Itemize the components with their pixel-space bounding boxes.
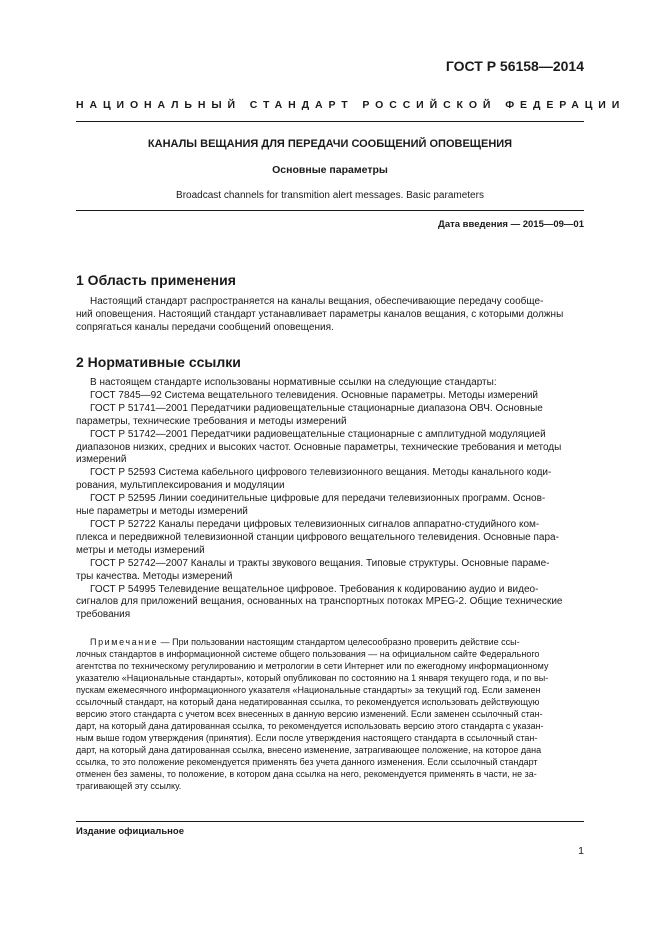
text-line: ний оповещения. Настоящий стандарт устанавливает параметры каналов вещания, с которыми должны: [76, 308, 564, 320]
text-line: [76, 636, 584, 648]
text-line: дарт, на который дана датированная ссылка, внесено изменение, затрагивающее положение, на которое дана: [76, 745, 542, 755]
text-line: версию этого стандарта с учетом всех внесенных в данную версию изменений. Если заменен ссылочный стан-: [76, 709, 543, 719]
text-line: диапазонов низких, средних и высоких частот. Основные параметры, технические требования и методы: [76, 441, 562, 453]
reference-item: ГОСТ Р 52595 Линии соединительные цифровые для передачи телевизионных программ. Основ-: [90, 493, 546, 505]
reference-item: ГОСТ Р 52593 Система кабельного цифрового телевизионного вещания. Методы канального коди-: [90, 467, 552, 479]
text-line: параметры, технические требования и методы измерений: [76, 415, 347, 427]
text-line: дарт, на который дана датированная ссылка, то рекомендуется использовать версию этого стандарта с указан-: [76, 721, 544, 731]
section-scope-text: [76, 296, 584, 335]
note-text: — При пользовании настоящим стандартом целесообразно проверить действие ссы-: [158, 637, 520, 647]
reference-item: ГОСТ Р 54995 Телевидение вещательное цифровое. Требования к кодированию аудио и видео-: [90, 583, 539, 595]
text-line: В настоящем стандарте использованы нормативные ссылки на следующие стандарты:: [90, 377, 497, 388]
text-line: сигналов для приложений вещания, основанных на транспортных потоках MPEG-2. Общие технические: [76, 596, 563, 608]
text-line: ным выше годом утверждения (принятия). Если после утверждения настоящего стандарта в ссылочный стан-: [76, 733, 538, 743]
document-title: КАНАЛЫ ВЕЩАНИЯ ДЛЯ ПЕРЕДАЧИ СООБЩЕНИЙ ОПОВЕЩЕНИЯ: [147, 138, 513, 150]
divider: [76, 121, 584, 122]
text-line: рования, мультиплексирования и модуляции: [76, 480, 285, 492]
national-standard-title: НАЦИОНАЛЬНЫЙ СТАНДАРТ РОССИЙСКОЙ ФЕДЕРАЦИИ: [76, 99, 626, 111]
text-line: указателю «Национальные стандарты», который опубликован по состоянию на 1 января текущего года, и по вы-: [76, 673, 549, 683]
text-line: лочных стандартов в информационной системе общего пользования — на официальном сайте Федерального: [76, 649, 540, 659]
text-line: трагивающей эту ссылку.: [76, 781, 182, 791]
reference-item: ГОСТ 7845—92 Система вещательного телевидения. Основные параметры. Методы измерений: [90, 389, 539, 401]
text-line: измерений: [76, 454, 127, 466]
text-line: метры и методы измерений: [76, 544, 205, 556]
text-line: тры качества. Методы измерений: [76, 570, 233, 582]
text-line: агентства по техническому регулированию и метрологии в сети Интернет или по ежегодному информационному: [76, 661, 549, 671]
divider: [76, 210, 584, 211]
reference-item: ГОСТ Р 52742—2007 Каналы и тракты звукового вещания. Типовые структуры. Основные параме-: [90, 557, 550, 569]
section-references-text: [76, 377, 584, 622]
note-label: Примечание: [90, 637, 159, 647]
document-subtitle: Основные параметры: [272, 164, 388, 176]
text-line: сопрягаться каналы передачи сообщений оповещения.: [76, 321, 334, 333]
text-line: Настоящий стандарт распространяется на каналы вещания, обеспечивающие передачу сообще-: [90, 296, 544, 307]
section-heading-references: 2 Нормативные ссылки: [76, 354, 241, 370]
official-edition-label: Издание официальное: [76, 826, 184, 837]
note-block: [76, 636, 584, 792]
reference-item: ГОСТ Р 51741—2001 Передатчики радиовещательные стационарные диапазона ОВЧ. Основные: [90, 402, 543, 414]
text-line: ные параметры и методы измерений: [76, 506, 248, 518]
section-heading-scope: 1 Область применения: [76, 272, 236, 288]
introduction-date: Дата введения — 2015—09—01: [438, 219, 584, 230]
text-line: плекса и передвижной телевизионной станции цифрового вещательного телевидения. Основные пара-: [76, 531, 559, 543]
text-line: отменен без замены, то положение, в котором дана ссылка на него, рекомендуется применять в части, не за-: [76, 769, 537, 779]
reference-item: ГОСТ Р 51742—2001 Передатчики радиовещательные стационарные с амплитудной модуляцией: [90, 428, 546, 440]
reference-item: ГОСТ Р 52722 Каналы передачи цифровых телевизионных сигналов аппаратно-студийного ком-: [90, 518, 540, 530]
text-line: ссылочный стандарт, на который дана недатированная ссылка, то рекомендуется использовать действующую: [76, 697, 540, 707]
page-number: 1: [578, 845, 584, 857]
text-line: пускам ежемесячного информационного указателя «Национальные стандарты» за текущий год. Если заменен: [76, 685, 541, 695]
text-line: ссылка, то это положение рекомендуется применять без учета данного изменения. Если ссылочный стандарт: [76, 757, 538, 767]
text-line: требования: [76, 609, 131, 621]
divider: [76, 821, 584, 822]
english-title: Broadcast channels for transmition alert messages. Basic parameters: [176, 190, 484, 201]
gost-number: ГОСТ Р 56158—2014: [445, 58, 584, 74]
